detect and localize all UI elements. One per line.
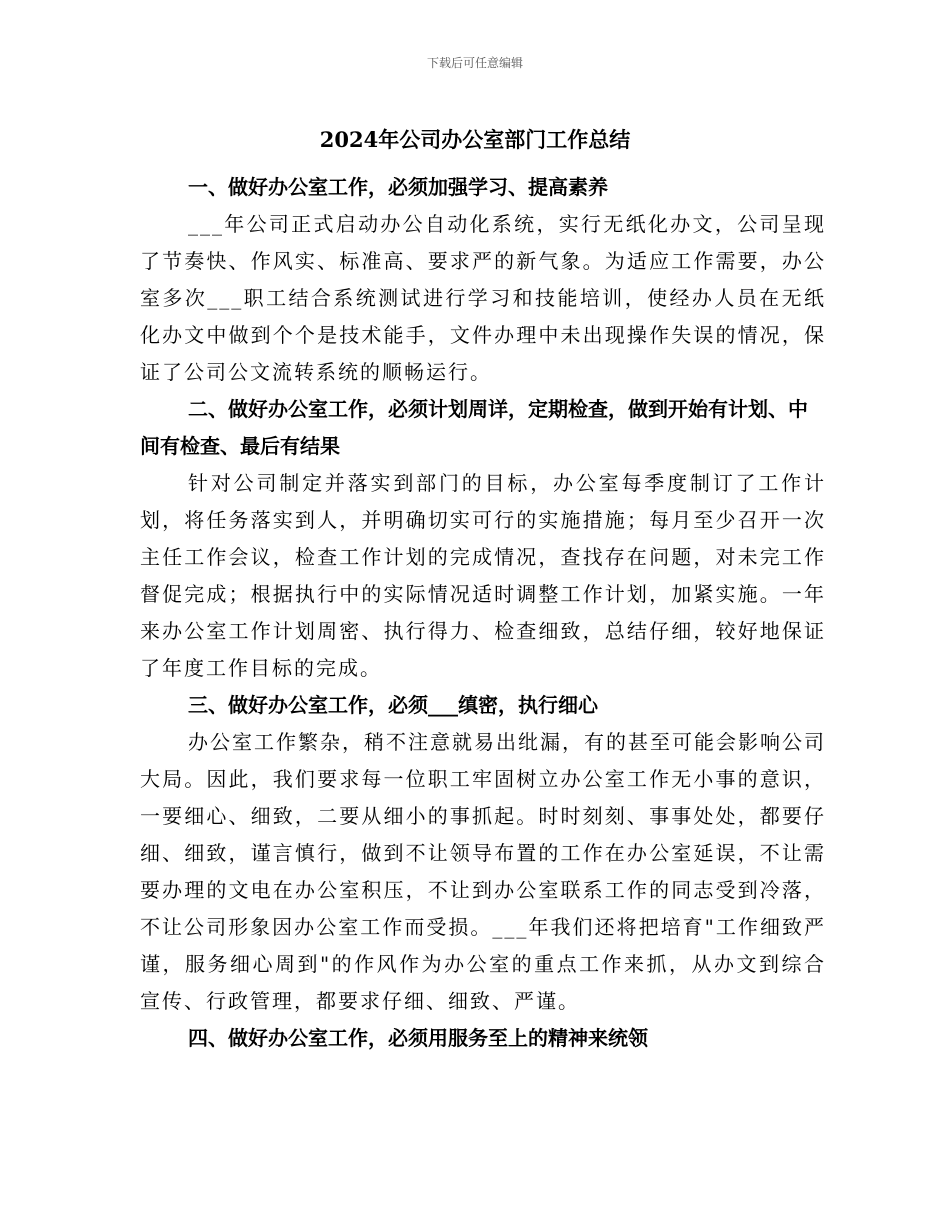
- section-2-heading: 二、做好办公室工作，必须计划周详，定期检查，做到开始有计划、中间有检查、最后有结果: [140, 397, 808, 458]
- section-1-paragraph: ___年公司正式启动办公自动化系统，实行无纸化办文，公司呈现了节奏快、作风实、标准高、要求严的新气象。为适应工作需要，办公室多次___职工结合系统测试进行学习和技能培训，使经办人员在无纸化办文中做到个个是技术能手，文件办理中未出现操作失误的情况，保证了公司公文流转系统的顺畅运行。: [140, 212, 826, 384]
- section-1-heading: 一、做好办公室工作，必须加强学习、提高素养: [188, 175, 608, 199]
- section-4-heading: 四、做好办公室工作，必须用服务至上的精神来统领: [188, 1026, 648, 1050]
- document-title: 2024年公司办公室部门工作总结: [319, 127, 631, 152]
- document-body: [140, 169, 826, 1057]
- section-2-paragraph: 针对公司制定并落实到部门的目标，办公室每季度制订了工作计划，将任务落实到人，并明确切实可行的实施措施；每月至少召开一次主任工作会议，检查工作计划的完成情况，查找存在问题，对未完工作督促完成；根据执行中的实际情况适时调整工作计划，加紧实施。一年来办公室工作计划周密、执行得力、检查细致，总结仔细，较好地保证了年度工作目标的完成。: [140, 471, 826, 680]
- section-3-paragraph: 办公室工作繁杂，稍不注意就易出纰漏，有的甚至可能会影响公司大局。因此，我们要求每一位职工牢固树立办公室工作无小事的意识，一要细心、细致，二要从细小的事抓起。时时刻刻、事事处处，都要仔细、细致，谨言慎行，做到不让领导布置的工作在办公室延误，不让需要办理的文电在办公室积压，不让到办公室联系工作的同志受到冷落，不让公司形象因办公室工作而受损。___年我们还将把培育"工作细致严谨，服务细心周到"的作风作为办公室的重点工作来抓，从办文到综合宣传、行政管理，都要求仔细、细致、严谨。: [140, 730, 826, 1013]
- section-3-heading: 三、做好办公室工作，必须___缜密，执行细心: [188, 693, 598, 717]
- page-header: 下载后可任意编辑: [426, 56, 523, 70]
